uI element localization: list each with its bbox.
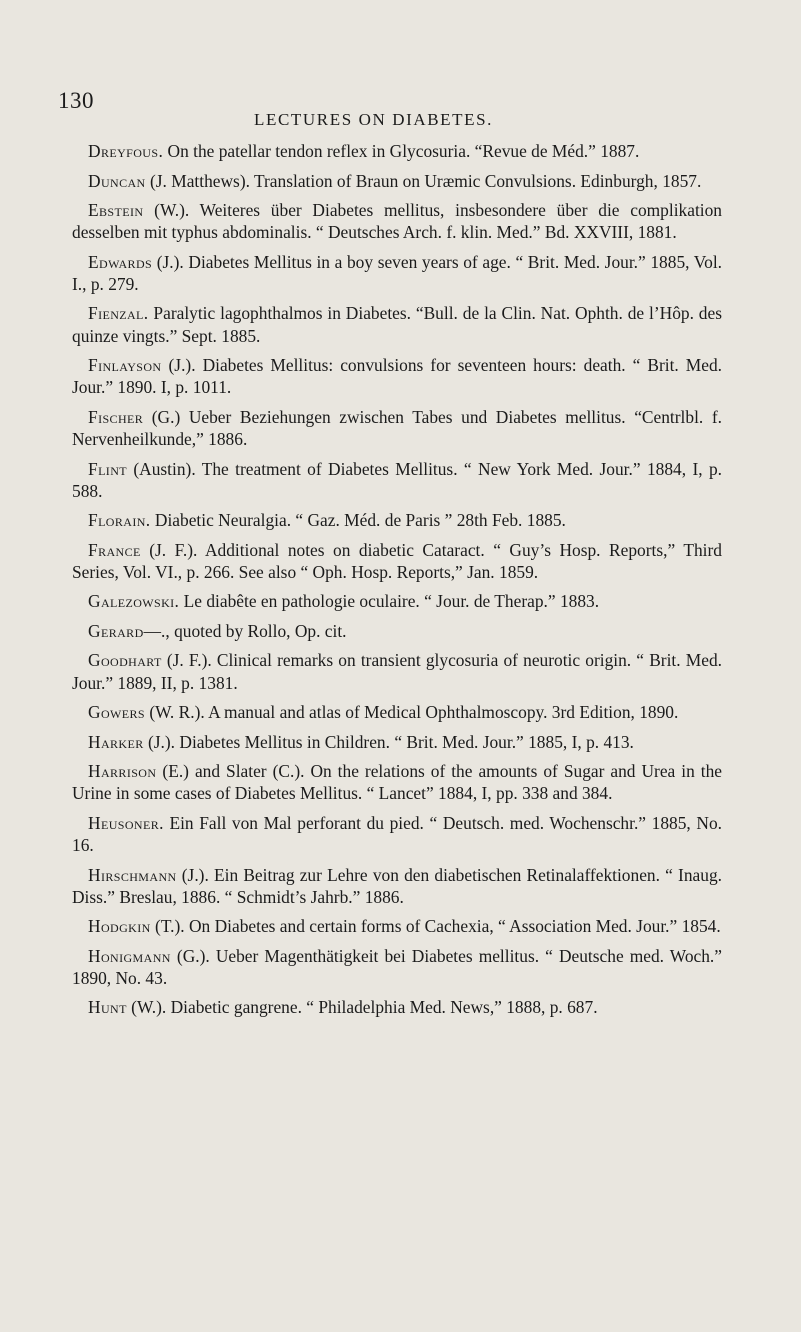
entry-text: —., quoted by Rollo, Op. cit. xyxy=(143,620,347,641)
bibliography-entry xyxy=(72,199,722,243)
bibliography-entry xyxy=(72,406,722,450)
bibliography-entry xyxy=(72,590,722,612)
bibliography-entry xyxy=(72,915,722,937)
entry-author: Harker xyxy=(88,731,144,752)
entry-text: Paralytic lagophthalmos in Diabetes. “Bull. de la Clin. Nat. Ophth. de l’Hôp. des quinze vingts.” Sept. 1885. xyxy=(72,303,722,346)
entry-author: Finlayson xyxy=(88,355,162,376)
bibliography-entry xyxy=(72,170,722,192)
entry-author: Heusoner. xyxy=(88,812,164,833)
entry-text: (G.). Ueber Magenthätigkeit bei Diabetes mellitus. “ Deutsche med. Woch.” 1890, No. 43. xyxy=(72,945,722,988)
entry-author: Fischer xyxy=(88,406,144,427)
entry-author: Ebstein xyxy=(88,200,144,220)
entry-author: Fienzal. xyxy=(88,303,149,324)
entry-text: (J.). Diabetes Mellitus in Children. “ Brit. Med. Jour.” 1885, I, p. 413. xyxy=(143,731,634,752)
bibliography-entry xyxy=(72,539,722,583)
entry-author: Dreyfous. xyxy=(88,141,164,161)
running-head: LECTURES ON DIABETES. xyxy=(254,110,494,129)
entry-text: (W. R.). A manual and atlas of Medical Ophthalmoscopy. 3rd Edition, 1890. xyxy=(144,702,679,723)
bibliography-entry xyxy=(72,354,722,398)
entry-text: (J.). Diabetes Mellitus in a boy seven years of age. “ Brit. Med. Jour.” 1885, Vol. I., p. 279. xyxy=(72,251,722,294)
entry-author: France xyxy=(88,539,141,560)
bibliography-entry xyxy=(72,302,722,346)
bibliography-entry xyxy=(72,509,722,531)
entry-text: (J. F.). Additional notes on diabetic Cataract. “ Guy’s Hosp. Reports,” Third Series, Vol. VI., p. 266. See also “ Oph. Hosp. Reports,” Jan. 1859. xyxy=(72,539,722,582)
entry-text: (G.) Ueber Beziehungen zwischen Tabes und Diabetes mellitus. “Centrlbl. f. Nervenheilkunde,” 1886. xyxy=(72,406,722,450)
entry-author: Gowers xyxy=(88,702,145,723)
entry-author: Florain. xyxy=(88,510,151,531)
entry-text: (W.). Diabetic gangrene. “ Philadelphia Med. News,” 1888, p. 687. xyxy=(126,997,598,1018)
entry-text: (T.). On Diabetes and certain forms of Cachexia, “ Association Med. Jour.” 1854. xyxy=(150,916,721,937)
entry-text: (W.). Weiteres über Diabetes mellitus, insbesondere über die complikation desselben mit typhus abdominalis. “ Deutsches Arch. f. klin. Med.” Bd. XXVIII, 1881. xyxy=(72,200,722,243)
entry-text: On the patellar tendon reflex in Glycosuria. “Revue de Méd.” 1887. xyxy=(163,141,640,161)
entry-author: Goodhart xyxy=(88,650,162,671)
entry-text: Le diabête en pathologie oculaire. “ Jour. de Therap.” 1883. xyxy=(179,591,600,612)
bibliography-entry xyxy=(72,140,722,162)
bibliography-entry xyxy=(72,731,722,753)
entry-text: (J.). Ein Beitrag zur Lehre von den diabetischen Retinalaffektionen. “ Inaug. Diss.” Breslau, 1886. “ Schmidt’s Jahrb.” 1886. xyxy=(72,864,722,907)
entry-text: (J.). Diabetes Mellitus: convulsions for seventeen hours: death. “ Brit. Med. Jour.” 1890. I, p. 1011. xyxy=(72,355,722,398)
entry-text: (Austin). The treatment of Diabetes Mellitus. “ New York Med. Jour.” 1884, I, p. 588. xyxy=(72,458,722,501)
bibliography-entry xyxy=(72,458,722,502)
entry-author: Hodgkin xyxy=(88,916,151,937)
entry-author: Galezowski. xyxy=(88,591,180,612)
bibliography-entry xyxy=(72,760,722,804)
bibliography-entry xyxy=(72,996,722,1018)
entry-author: Honigmann xyxy=(88,945,171,966)
bibliography-entry xyxy=(72,649,722,693)
bibliography-entry xyxy=(72,812,722,856)
entry-author: Flint xyxy=(88,458,127,479)
bibliography-entry xyxy=(72,945,722,989)
bibliography-list xyxy=(72,140,722,1026)
entry-author: Hirschmann xyxy=(88,864,177,885)
bibliography-entry xyxy=(72,701,722,723)
entry-author: Edwards xyxy=(88,251,153,272)
entry-text: (E.) and Slater (C.). On the relations of the amounts of Sugar and Urea in the Urine in some cases of Diabetes Mellitus. “ Lancet” 1884, I, pp. 338 and 384. xyxy=(72,761,722,804)
entry-text: (J. F.). Clinical remarks on transient glycosuria of neurotic origin. “ Brit. Med. Jour.” 1889, II, p. 1381. xyxy=(72,650,722,693)
bibliography-entry xyxy=(72,251,722,295)
page-number: 130 xyxy=(58,88,94,113)
entry-text: (J. Matthews). Translation of Braun on Uræmic Convulsions. Edinburgh, 1857. xyxy=(145,170,702,191)
bibliography-entry xyxy=(72,620,722,642)
entry-author: Harrison xyxy=(88,761,157,782)
entry-author: Hunt xyxy=(88,997,127,1018)
entry-text: Ein Fall von Mal perforant du pied. “ Deutsch. med. Wochenschr.” 1885, No. 16. xyxy=(72,812,722,856)
entry-author: Duncan xyxy=(88,170,146,191)
entry-author: Gerard xyxy=(88,620,144,641)
bibliography-entry xyxy=(72,864,722,908)
entry-text: Diabetic Neuralgia. “ Gaz. Méd. de Paris ” 28th Feb. 1885. xyxy=(150,510,566,531)
